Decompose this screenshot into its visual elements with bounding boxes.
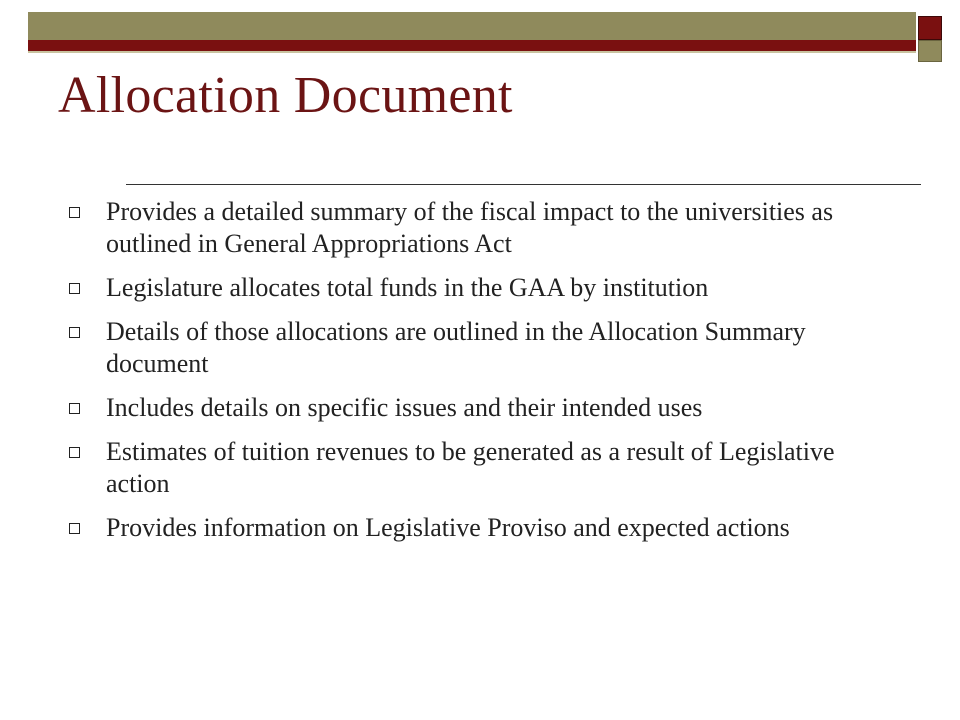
bullet-item [66,512,866,544]
bullet-list [66,196,866,556]
title-divider [126,184,921,185]
bullet-item [66,392,866,424]
hollow-square-icon [69,327,80,338]
hollow-square-icon [69,207,80,218]
corner-square-olive [918,40,942,62]
hollow-square-icon [69,283,80,294]
hollow-square-icon [69,403,80,414]
bullet-item [66,196,866,260]
hollow-square-icon [69,447,80,458]
bullet-text: Provides a detailed summary of the fiscal impact to the universities as outlined in General Appropriations Act [106,197,834,258]
bullet-text: Details of those allocations are outlined in the Allocation Summary document [106,317,806,378]
bullet-text: Includes details on specific issues and their intended uses [106,393,703,422]
header-band-line [28,51,916,53]
bullet-item [66,272,866,304]
header-band-maroon [28,40,916,51]
bullet-item [66,316,866,380]
bullet-text: Estimates of tuition revenues to be generated as a result of Legislative action [106,437,835,498]
bullet-text: Legislature allocates total funds in the GAA by institution [106,273,709,302]
hollow-square-icon [69,523,80,534]
corner-square-maroon [918,16,942,40]
bullet-text: Provides information on Legislative Proviso and expected actions [106,513,790,542]
slide-title: Allocation Document [58,67,513,124]
bullet-item [66,436,866,500]
header-band-olive [28,12,916,40]
